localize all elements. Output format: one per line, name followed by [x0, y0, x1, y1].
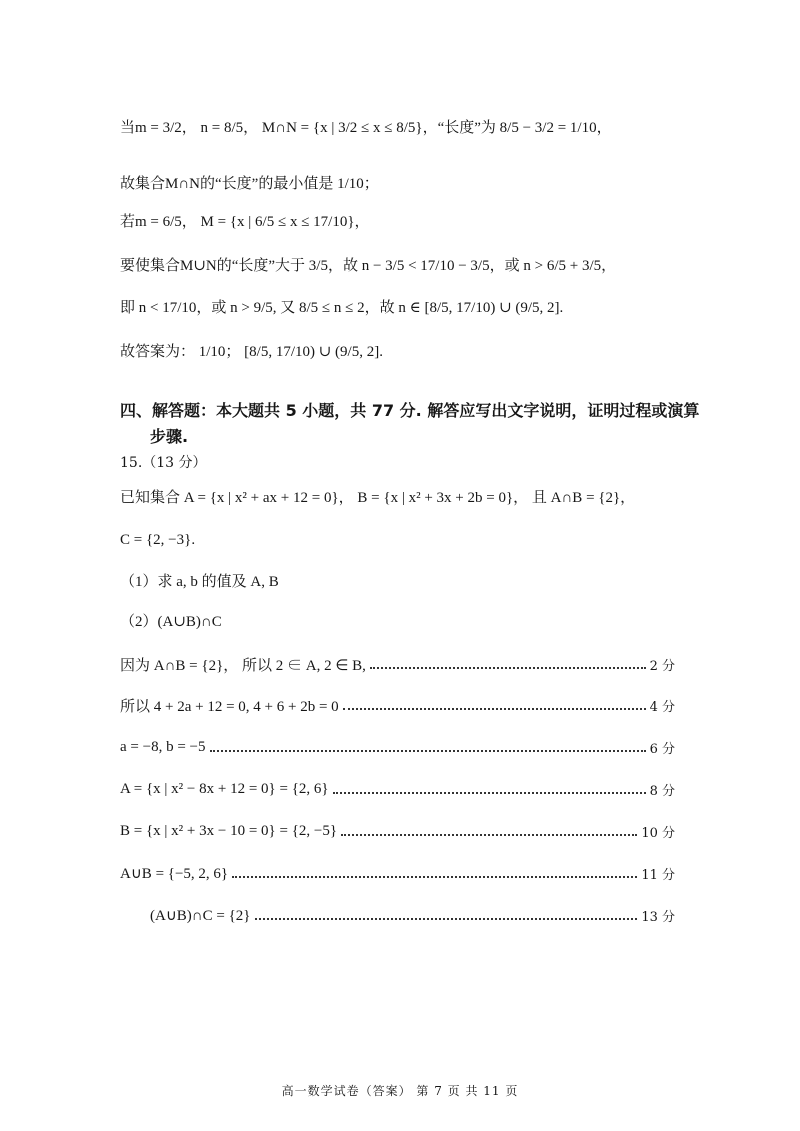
solution-step-points: 2 分: [649, 658, 675, 674]
solution-step-expr: A∪B = {−5, 2, 6}: [120, 865, 229, 882]
leader-dots: [210, 742, 646, 752]
solution-step-points: 10 分: [641, 825, 675, 841]
problem-part-2: （2）(A∪B)∩C: [120, 614, 222, 630]
solution-step-5: [120, 819, 675, 843]
answer-line-3: 若m = 6/5， M = {x | 6/5 ≤ x ≤ 17/10}，: [120, 214, 370, 230]
solution-step-points: 11 分: [641, 867, 675, 883]
solution-step-points: 6 分: [649, 741, 675, 757]
answer-line-4: 要使集合M∪N的“长度”大于 3/5，故 n − 3/5 < 17/10 − 3/5，或 n > 6/5 + 3/5，: [120, 258, 617, 274]
problem-statement-1: 已知集合 A = {x | x² + ax + 12 = 0}， B = {x | x² + 3x + 2b = 0}， 且 A∩B = {2}，: [120, 490, 636, 506]
solution-step-1: [120, 652, 675, 676]
section-heading: [120, 398, 700, 450]
section-heading-line-1: 四、解答题：本大题共 5 小题，共 77 分. 解答应写出文字说明，证明过程或演算: [120, 401, 700, 420]
solution-step-points: 4 分: [649, 699, 675, 715]
answer-line-1: 当m = 3/2， n = 8/5， M∩N = {x | 3/2 ≤ x ≤ 8/5}，“长度”为 8/5 − 3/2 = 1/10，: [120, 120, 612, 136]
section-heading-line-2: 步骤.: [150, 427, 189, 446]
solution-step-2: [120, 693, 675, 717]
leader-dots: [333, 784, 646, 794]
problem-number: 15.（13 分）: [120, 455, 207, 471]
solution-step-4: [120, 777, 675, 801]
solution-step-expr: a = −8, b = −5: [120, 738, 206, 755]
solution-step-points: 8 分: [649, 783, 675, 799]
page-footer: 高一数学试卷（答案） 第 7 页 共 11 页: [281, 1084, 519, 1098]
solution-step-expr: A = {x | x² − 8x + 12 = 0} = {2, 6}: [120, 780, 329, 797]
answer-line-2: 故集合M∩N的“长度”的最小值是 1/10；: [120, 176, 379, 192]
solution-step-expr: B = {x | x² + 3x − 10 = 0} = {2, −5}: [120, 822, 338, 839]
solution-step-7: [150, 903, 675, 927]
answer-line-5: 即 n < 17/10，或 n > 9/5, 又 8/5 ≤ n ≤ 2，故 n ∈ [8/5, 17/10) ∪ (9/5, 2].: [120, 300, 564, 316]
problem-part-1: （1）求 a, b 的值及 A, B: [120, 574, 279, 590]
solution-step-3: [120, 735, 675, 759]
leader-dots: [255, 910, 638, 920]
leader-dots: [343, 700, 646, 710]
leader-dots: [370, 659, 646, 669]
leader-dots: [341, 826, 637, 836]
solution-step-6: [120, 861, 675, 885]
problem-statement-2: C = {2, −3}.: [120, 532, 196, 548]
leader-dots: [232, 868, 637, 878]
answer-line-6: 故答案为： 1/10； [8/5, 17/10) ∪ (9/5, 2].: [120, 344, 383, 360]
solution-step-points: 13 分: [641, 909, 675, 925]
solution-step-expr: (A∪B)∩C = {2}: [150, 907, 251, 924]
solution-step-expr: 因为 A∩B = {2}， 所以 2 ∈ A, 2 ∈ B,: [120, 657, 366, 674]
solution-step-expr: 所以 4 + 2a + 12 = 0, 4 + 6 + 2b = 0: [120, 698, 339, 715]
